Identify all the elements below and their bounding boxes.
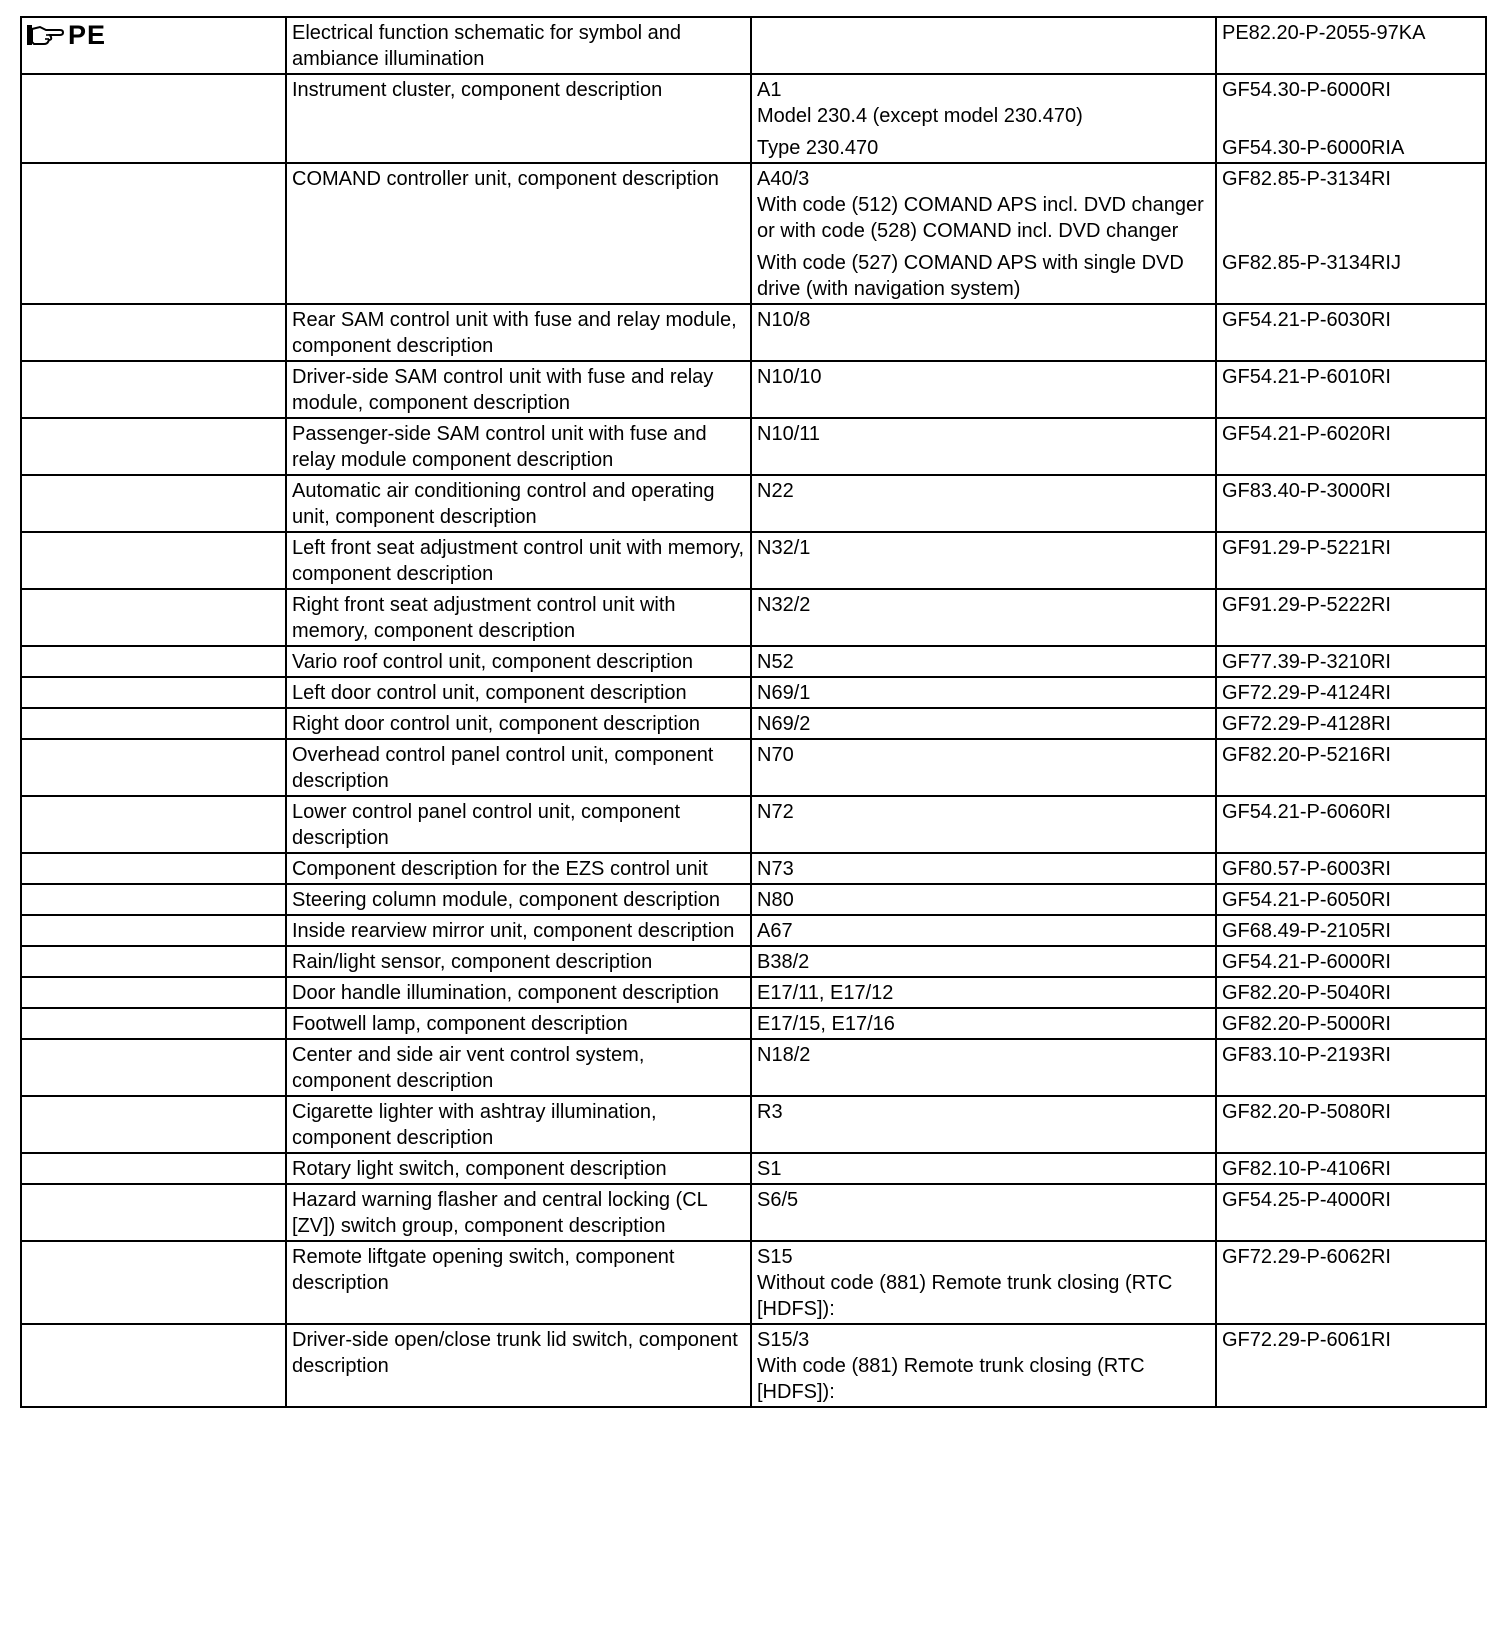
code-cell bbox=[1216, 532, 1486, 589]
document-code: GF82.10-P-4106RI bbox=[1222, 1158, 1391, 1180]
table-row bbox=[21, 304, 1486, 361]
component-id: A40/3 bbox=[757, 168, 810, 190]
component-cell bbox=[751, 739, 1216, 796]
document-code: GF82.20-P-5000RI bbox=[1222, 1013, 1391, 1035]
code-cell bbox=[1216, 589, 1486, 646]
component-id: N69/1 bbox=[757, 682, 811, 704]
header-label: PE bbox=[68, 20, 107, 50]
code-cell bbox=[1216, 646, 1486, 677]
marker-cell bbox=[21, 884, 286, 915]
document-code: GF72.29-P-4128RI bbox=[1222, 713, 1391, 735]
description-cell: Driver-side open/close trunk lid switch, component description bbox=[286, 1324, 751, 1407]
table-row bbox=[21, 708, 1486, 739]
document-code: GF83.10-P-2193RI bbox=[1222, 1044, 1391, 1066]
header-row bbox=[21, 17, 1486, 74]
table-row bbox=[21, 915, 1486, 946]
code-cell bbox=[1216, 1008, 1486, 1039]
component-cell bbox=[751, 915, 1216, 946]
description-cell: Footwell lamp, component description bbox=[286, 1008, 751, 1039]
code-cell bbox=[1216, 915, 1486, 946]
variant-code-spacer bbox=[1222, 192, 1480, 250]
document-code: GF82.20-P-5080RI bbox=[1222, 1101, 1391, 1123]
component-id: N80 bbox=[757, 889, 794, 911]
code-cell bbox=[1216, 1096, 1486, 1153]
document-code: GF82.20-P-5216RI bbox=[1222, 744, 1391, 766]
document-code: GF72.29-P-4124RI bbox=[1222, 682, 1391, 704]
description-cell: Left door control unit, component description bbox=[286, 677, 751, 708]
marker-cell bbox=[21, 1096, 286, 1153]
marker-cell bbox=[21, 74, 286, 163]
component-id: E17/11, E17/12 bbox=[757, 982, 894, 1004]
pointing-hand-icon bbox=[26, 24, 64, 46]
table-row bbox=[21, 853, 1486, 884]
document-code: GF68.49-P-2105RI bbox=[1222, 920, 1391, 942]
description-cell: Overhead control panel control unit, component description bbox=[286, 739, 751, 796]
code-cell bbox=[1216, 677, 1486, 708]
marker-cell bbox=[21, 646, 286, 677]
marker-cell bbox=[21, 1008, 286, 1039]
header-marker-cell bbox=[21, 17, 286, 74]
description-cell: Vario roof control unit, component description bbox=[286, 646, 751, 677]
component-id: N72 bbox=[757, 801, 794, 823]
table-row bbox=[21, 1241, 1486, 1324]
component-reference-table bbox=[20, 16, 1487, 1408]
document-code: GF82.85-P-3134RI bbox=[1222, 168, 1391, 190]
table-row bbox=[21, 946, 1486, 977]
component-id: A67 bbox=[757, 920, 793, 942]
table-row bbox=[21, 646, 1486, 677]
document-code: GF72.29-P-6062RI bbox=[1222, 1246, 1391, 1268]
component-id: N70 bbox=[757, 744, 794, 766]
document-code: GF77.39-P-3210RI bbox=[1222, 651, 1391, 673]
document-code: GF54.21-P-6030RI bbox=[1222, 309, 1391, 331]
variant-text: Model 230.4 (except model 230.470) bbox=[757, 105, 1083, 127]
description-cell: Right front seat adjustment control unit with memory, component description bbox=[286, 589, 751, 646]
description-cell: Passenger-side SAM control unit with fuse and relay module component description bbox=[286, 418, 751, 475]
marker-cell bbox=[21, 708, 286, 739]
document-code: GF54.25-P-4000RI bbox=[1222, 1189, 1391, 1211]
document-code: GF82.20-P-5040RI bbox=[1222, 982, 1391, 1004]
marker-cell bbox=[21, 361, 286, 418]
component-id: N32/1 bbox=[757, 537, 811, 559]
code-cell bbox=[1216, 1153, 1486, 1184]
header-code: PE82.20-P-2055-97KA bbox=[1216, 17, 1486, 74]
code-cell bbox=[1216, 163, 1486, 304]
description-cell: Lower control panel control unit, component description bbox=[286, 796, 751, 853]
component-cell bbox=[751, 946, 1216, 977]
component-id: N52 bbox=[757, 651, 794, 673]
table-row bbox=[21, 1184, 1486, 1241]
component-cell bbox=[751, 163, 1216, 304]
component-id: N10/11 bbox=[757, 423, 821, 445]
code-cell bbox=[1216, 977, 1486, 1008]
component-cell bbox=[751, 418, 1216, 475]
component-id: S1 bbox=[757, 1158, 782, 1180]
table-row bbox=[21, 1096, 1486, 1153]
table-row bbox=[21, 361, 1486, 418]
marker-cell bbox=[21, 1153, 286, 1184]
marker-cell bbox=[21, 163, 286, 304]
component-cell bbox=[751, 1324, 1216, 1407]
code-cell bbox=[1216, 946, 1486, 977]
marker-cell bbox=[21, 1039, 286, 1096]
table-row bbox=[21, 163, 1486, 304]
description-cell: Inside rearview mirror unit, component description bbox=[286, 915, 751, 946]
component-id: N69/2 bbox=[757, 713, 811, 735]
component-id: N10/8 bbox=[757, 309, 811, 331]
variant-text: With code (512) COMAND APS incl. DVD changer or with code (528) COMAND incl. DVD changer bbox=[757, 194, 1204, 242]
code-cell bbox=[1216, 884, 1486, 915]
description-cell: Cigarette lighter with ashtray illumination, component description bbox=[286, 1096, 751, 1153]
component-cell bbox=[751, 1153, 1216, 1184]
marker-cell bbox=[21, 853, 286, 884]
marker-cell bbox=[21, 796, 286, 853]
marker-cell bbox=[21, 1241, 286, 1324]
table-row bbox=[21, 418, 1486, 475]
table-row bbox=[21, 589, 1486, 646]
component-cell bbox=[751, 796, 1216, 853]
table-row bbox=[21, 475, 1486, 532]
code-cell bbox=[1216, 708, 1486, 739]
document-code: GF72.29-P-6061RI bbox=[1222, 1329, 1391, 1351]
component-id: E17/15, E17/16 bbox=[757, 1013, 895, 1035]
component-cell bbox=[751, 1241, 1216, 1324]
document-code: GF91.29-P-5221RI bbox=[1222, 537, 1391, 559]
code-cell bbox=[1216, 1241, 1486, 1324]
component-cell bbox=[751, 977, 1216, 1008]
table-row bbox=[21, 1039, 1486, 1096]
marker-cell bbox=[21, 977, 286, 1008]
variant-text: With code (881) Remote trunk closing (RTC [HDFS]): bbox=[757, 1355, 1145, 1403]
component-cell bbox=[751, 853, 1216, 884]
table-row bbox=[21, 884, 1486, 915]
table-row bbox=[21, 1008, 1486, 1039]
code-cell bbox=[1216, 739, 1486, 796]
marker-cell bbox=[21, 475, 286, 532]
description-cell: Component description for the EZS control unit bbox=[286, 853, 751, 884]
marker-cell bbox=[21, 1324, 286, 1407]
component-id: R3 bbox=[757, 1101, 783, 1123]
description-cell: Hazard warning flasher and central locking (CL [ZV]) switch group, component description bbox=[286, 1184, 751, 1241]
marker-cell bbox=[21, 915, 286, 946]
component-cell bbox=[751, 74, 1216, 163]
code-cell bbox=[1216, 1184, 1486, 1241]
code-cell bbox=[1216, 418, 1486, 475]
component-cell bbox=[751, 1184, 1216, 1241]
description-cell: COMAND controller unit, component description bbox=[286, 163, 751, 304]
table-row bbox=[21, 977, 1486, 1008]
marker-cell bbox=[21, 1184, 286, 1241]
component-id: B38/2 bbox=[757, 951, 810, 973]
header-description: Electrical function schematic for symbol and ambiance illumination bbox=[286, 17, 751, 74]
code-cell bbox=[1216, 74, 1486, 163]
marker-cell bbox=[21, 739, 286, 796]
variant-document-code: GF82.85-P-3134RIJ bbox=[1222, 252, 1401, 274]
document-code: GF83.40-P-3000RI bbox=[1222, 480, 1391, 502]
table-row bbox=[21, 739, 1486, 796]
code-cell bbox=[1216, 1324, 1486, 1407]
component-cell bbox=[751, 304, 1216, 361]
document-code: GF54.21-P-6060RI bbox=[1222, 801, 1391, 823]
component-id: N22 bbox=[757, 480, 794, 502]
document-code: GF54.21-P-6000RI bbox=[1222, 951, 1391, 973]
description-cell: Driver-side SAM control unit with fuse and relay module, component description bbox=[286, 361, 751, 418]
component-id: S15 bbox=[757, 1246, 793, 1268]
description-cell: Center and side air vent control system, component description bbox=[286, 1039, 751, 1096]
header-component bbox=[751, 17, 1216, 74]
variant-text: Type 230.470 bbox=[757, 137, 879, 159]
document-code: GF54.21-P-6020RI bbox=[1222, 423, 1391, 445]
component-cell bbox=[751, 361, 1216, 418]
description-cell: Automatic air conditioning control and operating unit, component description bbox=[286, 475, 751, 532]
component-id: A1 bbox=[757, 79, 782, 101]
document-code: GF54.30-P-6000RI bbox=[1222, 79, 1391, 101]
component-cell bbox=[751, 589, 1216, 646]
component-id: S15/3 bbox=[757, 1329, 810, 1351]
component-cell bbox=[751, 1096, 1216, 1153]
marker-cell bbox=[21, 418, 286, 475]
marker-cell bbox=[21, 304, 286, 361]
code-cell bbox=[1216, 475, 1486, 532]
document-code: GF80.57-P-6003RI bbox=[1222, 858, 1391, 880]
description-cell: Left front seat adjustment control unit with memory, component description bbox=[286, 532, 751, 589]
table-row bbox=[21, 532, 1486, 589]
variant-document-code: GF54.30-P-6000RIA bbox=[1222, 137, 1405, 159]
document-code: GF54.21-P-6010RI bbox=[1222, 366, 1391, 388]
table-row bbox=[21, 677, 1486, 708]
document-code: GF91.29-P-5222RI bbox=[1222, 594, 1391, 616]
code-cell bbox=[1216, 1039, 1486, 1096]
table-row bbox=[21, 1324, 1486, 1407]
description-cell: Rear SAM control unit with fuse and relay module, component description bbox=[286, 304, 751, 361]
component-id: N18/2 bbox=[757, 1044, 811, 1066]
component-id: N10/10 bbox=[757, 366, 822, 388]
code-cell bbox=[1216, 361, 1486, 418]
component-cell bbox=[751, 708, 1216, 739]
component-cell bbox=[751, 1039, 1216, 1096]
description-cell: Right door control unit, component description bbox=[286, 708, 751, 739]
variant-text: Without code (881) Remote trunk closing (RTC [HDFS]): bbox=[757, 1272, 1173, 1320]
code-cell bbox=[1216, 304, 1486, 361]
marker-cell bbox=[21, 677, 286, 708]
component-cell bbox=[751, 884, 1216, 915]
variant-text: With code (527) COMAND APS with single DVD drive (with navigation system) bbox=[757, 252, 1184, 300]
table-row bbox=[21, 1153, 1486, 1184]
description-cell: Remote liftgate opening switch, component description bbox=[286, 1241, 751, 1324]
component-cell bbox=[751, 532, 1216, 589]
component-cell bbox=[751, 1008, 1216, 1039]
component-id: S6/5 bbox=[757, 1189, 799, 1211]
table-row bbox=[21, 796, 1486, 853]
component-cell bbox=[751, 475, 1216, 532]
document-code: GF54.21-P-6050RI bbox=[1222, 889, 1391, 911]
component-cell bbox=[751, 646, 1216, 677]
code-cell bbox=[1216, 796, 1486, 853]
marker-cell bbox=[21, 589, 286, 646]
description-cell: Rotary light switch, component description bbox=[286, 1153, 751, 1184]
component-id: N32/2 bbox=[757, 594, 811, 616]
component-cell bbox=[751, 677, 1216, 708]
description-cell: Steering column module, component description bbox=[286, 884, 751, 915]
marker-cell bbox=[21, 532, 286, 589]
component-id: N73 bbox=[757, 858, 794, 880]
table-row bbox=[21, 74, 1486, 163]
marker-cell bbox=[21, 946, 286, 977]
description-cell: Door handle illumination, component description bbox=[286, 977, 751, 1008]
code-cell bbox=[1216, 853, 1486, 884]
description-cell: Instrument cluster, component description bbox=[286, 74, 751, 163]
description-cell: Rain/light sensor, component description bbox=[286, 946, 751, 977]
variant-code-spacer bbox=[1222, 103, 1480, 135]
